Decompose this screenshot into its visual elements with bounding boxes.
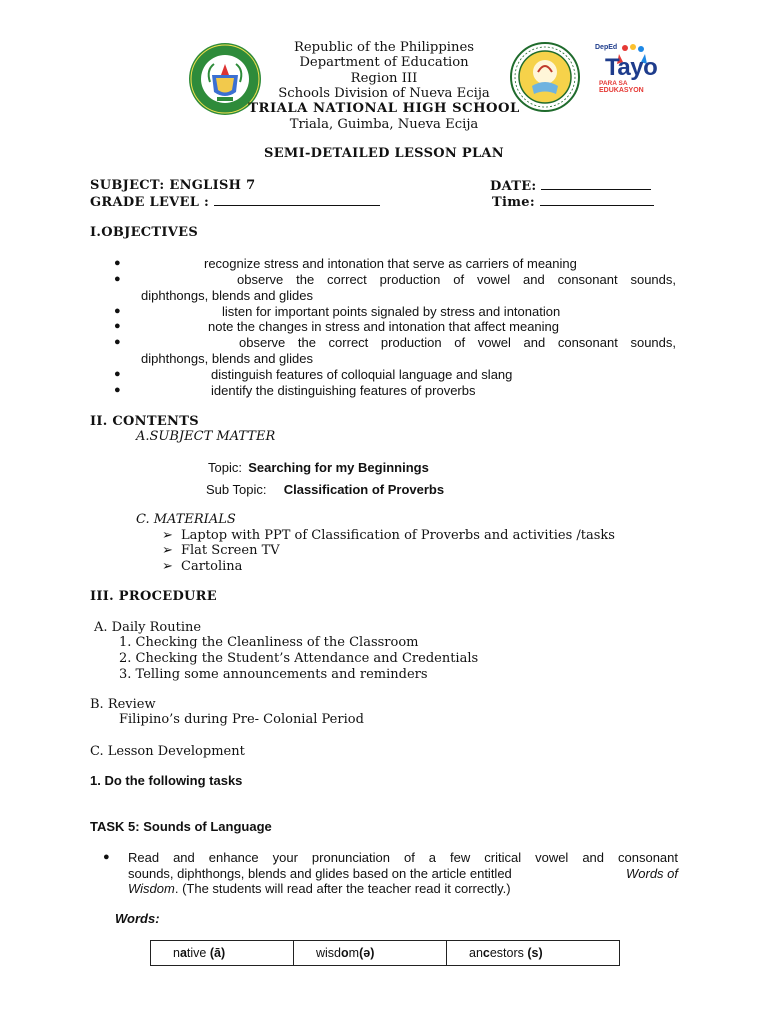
header-line-division: Schools Division of Nueva Ecija [278, 86, 490, 101]
header-line-republic: Republic of the Philippines [293, 40, 475, 55]
arrow-bullet-icon: ➢ [162, 528, 173, 543]
time-field [492, 194, 654, 210]
topic-label: Topic: [208, 460, 242, 475]
bullet-icon: ● [103, 851, 110, 863]
word-cell: native (ā) [151, 941, 294, 966]
word-cell: wisdom(ə) [294, 941, 447, 966]
tayo-sub-label-1: PARA SA [599, 80, 628, 87]
subject-field: SUBJECT: ENGLISH 7 [90, 178, 256, 193]
tayo-sub-label-2: EDUKASYON [599, 87, 644, 94]
subtopic-value: Classification of Proverbs [283, 482, 445, 497]
tayo-deped-label: DepEd [595, 44, 618, 51]
header-line-region: Region III [350, 71, 418, 86]
contents-heading: II. CONTENTS [90, 414, 199, 429]
daily-routine-heading: A. Daily Routine [94, 620, 202, 635]
arrow-bullet-icon: ➢ [162, 559, 173, 574]
topic-value: Searching for my Beginnings [248, 460, 429, 475]
task5-heading: TASK 5: Sounds of Language [90, 819, 272, 834]
bullet-icon: ● [114, 320, 121, 332]
routine-item: 2. Checking the Student’s Attendance and Credentials [119, 651, 479, 666]
material-item: ➢ Cartolina [162, 559, 243, 574]
date-field [490, 178, 651, 194]
material-item: ➢ Flat Screen TV [162, 543, 280, 558]
word-cell: ancestors (s) [447, 941, 620, 966]
words-label: Words: [115, 911, 160, 926]
review-heading: B. Review [90, 697, 156, 712]
arrow-bullet-icon: ➢ [162, 543, 173, 558]
date-blank [541, 178, 651, 190]
header-line-department: Department of Education [299, 55, 469, 70]
review-item: Filipino’s during Pre- Colonial Period [119, 712, 364, 727]
task5-line-1: Read and enhance your pronunciation of a few critical vowel and consonant [128, 850, 678, 865]
bullet-icon: ● [114, 273, 121, 285]
school-address: Triala, Guimba, Nueva Ecija [289, 117, 479, 132]
do-tasks-heading: 1. Do the following tasks [90, 773, 243, 788]
subject-matter-heading: A.SUBJECT MATTER [136, 429, 276, 444]
time-label: Time: [492, 195, 535, 210]
school-name: TRIALA NATIONAL HIGH SCHOOL [248, 101, 520, 116]
date-label: DATE: [490, 179, 537, 194]
time-blank [540, 194, 654, 206]
document-title: SEMI-DETAILED LESSON PLAN [264, 146, 504, 161]
routine-item: 3. Telling some announcements and reminders [119, 667, 428, 682]
subtopic-label: Sub Topic: [206, 482, 267, 497]
grade-level-label: GRADE LEVEL : [90, 195, 210, 210]
deped-tayo-logo [595, 42, 661, 98]
materials-heading: C. MATERIALS [136, 512, 236, 527]
task5-line-2: sounds, diphthongs, blends and glides based on the article entitled Words of [128, 865, 678, 881]
words-table [150, 940, 620, 966]
grade-level-blank [214, 194, 380, 206]
bullet-icon: ● [114, 305, 121, 317]
objectives-heading: I.OBJECTIVES [90, 225, 199, 240]
material-item: ➢ Laptop with PPT of Classification of Proverbs and activities /tasks [162, 528, 615, 543]
subtopic-line [206, 482, 444, 498]
task5-instructions [128, 850, 678, 897]
bullet-icon: ● [114, 368, 121, 380]
bullet-icon: ● [114, 257, 121, 269]
lesson-plan-page: DepEd Tayo PARA SA EDUKASYON Republic of the Philippines Department of Education Region III Schools Division of Nueva Ecija TRIALA NATIONAL HIGH SCHOOL Triala, Guimba, Nueva Ecija SEMI-DETAILED LESSON PLAN SUBJECT: ENGLISH 7 DATE: GRADE LEVEL : Time: I.OBJECTIVES ● recognize stress and intonation that serve as carriers of meaning ● observe the correct production of vowel and consonant sounds, diphthongs, blends and glides ● listen for important points signaled by stress and intonation ● note the changes in stress and intonation that affect meaning ● observe the correct production of vowel and consonant sounds, diphthongs, blends and glides ● distinguish features of colloquial language and slang ● identify the distinguishing features of proverbs II. CONTENTS A.SUBJECT MATTER Topic: Searching for my Beginnings Sub Topic: Classification of Proverbs C. MATERIALS ➢ Laptop with PPT of Classification of Proverbs and activities /tasks ➢ Flat Screen TV ➢ Cartolina III. PROCEDURE A. Daily Routine 1. Checking the Cleanliness of the Classroom 2. Checking the Student’s Attendance and Credentials 3. Telling some announcements and reminders B. Review Filipino’s during Pre- Colonial Period C. Lesson Development 1. Do the following tasks TASK 5: Sounds of Language ● Read and enhance your pronunciation of a few critical vowel and consonant sounds, diphthongs, blends and glides based on the article entitled Words of Wisdom. (The students will read after the teacher read it correctly.) Words: native (ā) wisdom(ə) ancestors (s) [0, 0, 768, 1024]
grade-level-field [90, 194, 380, 210]
tayo-main-label: Tayo [605, 54, 658, 81]
bullet-icon: ● [114, 384, 121, 396]
lesson-development-heading: C. Lesson Development [90, 744, 245, 759]
bullet-icon: ● [114, 336, 121, 348]
task5-line-3: Wisdom. (The students will read after the teacher read it correctly.) [128, 881, 511, 896]
table-row [151, 941, 620, 966]
procedure-heading: III. PROCEDURE [90, 589, 217, 604]
topic-line [208, 460, 429, 476]
routine-item: 1. Checking the Cleanliness of the Classroom [119, 635, 419, 650]
